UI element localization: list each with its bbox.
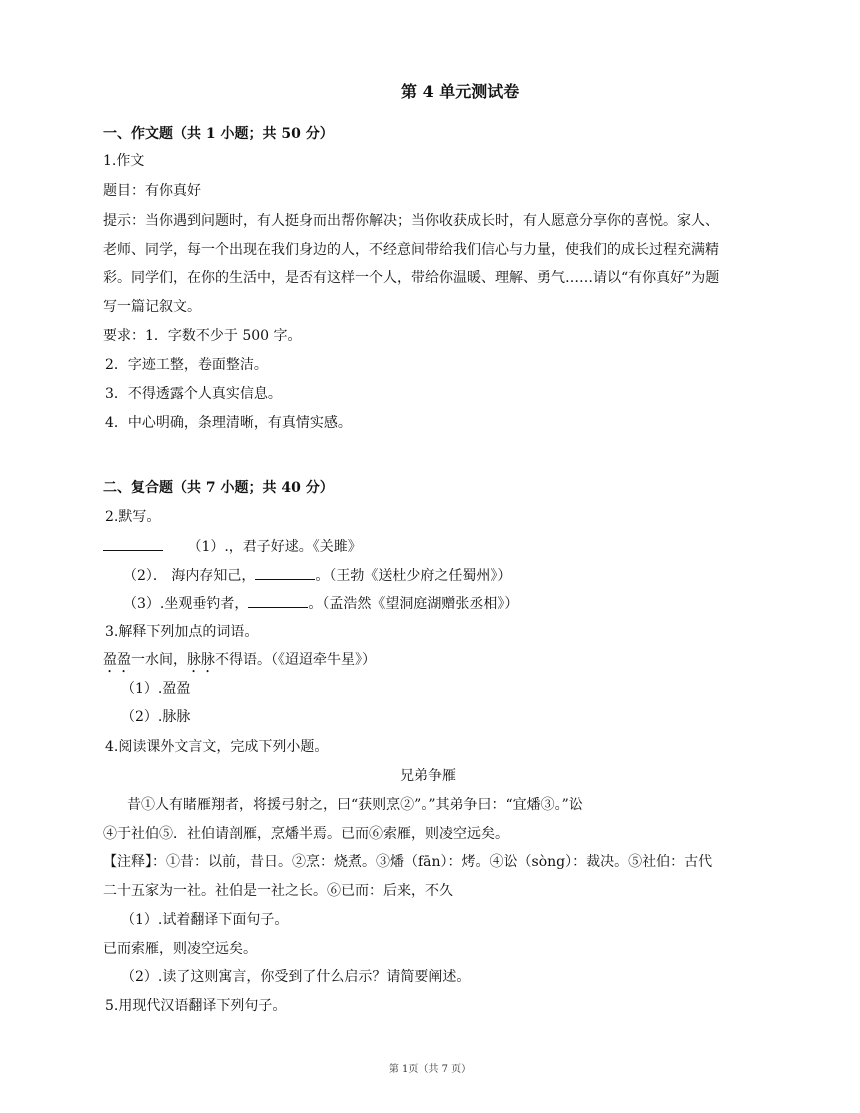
note-line: 二十五家为一社。社伯是一社之长。⑥已而：后来，不久 [103,883,453,899]
answer-blank [103,536,163,551]
requirement-item: 2．字迹工整，卷面整洁。 [105,357,268,373]
q2-label: 2.默写。 [105,509,161,525]
q2-item-1: （1）.，君子好逑。《关雎》 [103,536,362,557]
q2-item-2: （2）． 海内存知己， 。（王勃《送杜少府之任蜀州》） [123,565,511,586]
passage-line: ④于社伯⑤．社伯请剖雁，烹燔半焉。已而⑥索雁，则凌空远矣。 [103,826,509,842]
hint-line: 彩。同学们，在你的生活中，是否有这样一个人，带给你温暖、理解、勇气……请以“有你真好”为题 [103,270,720,286]
answer-blank [255,565,315,580]
q4-sentence: 已而索雁，则凌空远矣。 [103,941,257,957]
q3-item: （2）.脉脉 [121,709,191,725]
q4-subquestion: （2）.读了这则寓言，你受到了什么启示？请简要阐述。 [121,969,471,985]
section1-heading: 一、作文题（共 1 小题；共 50 分） [103,126,334,142]
q2-item-3: （3）.坐观垂钓者， 。（孟浩然《望洞庭湖赠张丞相》） [123,593,518,614]
q3-sentence: 盈盈一水间，脉脉不得语。（《迢迢牵牛星》） [103,652,376,668]
q4-label: 4.阅读课外文言文，完成下列小题。 [105,739,329,755]
passage-title: 兄弟争雁 [400,768,456,784]
requirement-item: 3．不得透露个人真实信息。 [105,386,282,402]
q5-label: 5.用现代汉语翻译下列句子。 [105,998,287,1014]
q4-subquestion: （1）.试着翻译下面句子。 [121,912,289,928]
passage-line: 昔①人有睹雁翔者，将援弓射之，曰“获则烹②”。”其弟争曰：“宜燔③。”讼 [127,797,583,813]
page-title: 第 4 单元测试卷 [401,82,520,101]
hint-line: 写一篇记叙文。 [103,299,201,315]
q3-label: 3.解释下列加点的词语。 [105,624,259,640]
hint-line: 提示：当你遇到问题时，有人挺身而出帮你解决；当你收获成长时，有人愿意分享你的喜悦。家人、 [103,213,719,229]
page-footer: 第 1页（共 7 页） [388,1064,472,1075]
hint-line: 老师、同学，每一个出现在我们身边的人，不经意间带给我们信心与力量，使我们的成长过程充满精 [103,242,719,258]
q1-label: 1.作文 [103,153,145,169]
q3-item: （1）.盈盈 [121,681,191,697]
note-line: 【注释】：①昔：以前，昔日。②烹：烧煮。③燔（fān）：烤。④讼（sòng）：裁决。⑤社伯：古代 [103,854,713,870]
essay-topic: 题目：有你真好 [103,183,201,199]
requirement-item: 4．中心明确，条理清晰，有真情实感。 [105,415,352,431]
requirement-item: 要求：1．字数不少于 500 字。 [103,328,302,344]
answer-blank [248,593,308,608]
section2-heading: 二、复合题（共 7 小题；共 40 分） [103,480,334,496]
